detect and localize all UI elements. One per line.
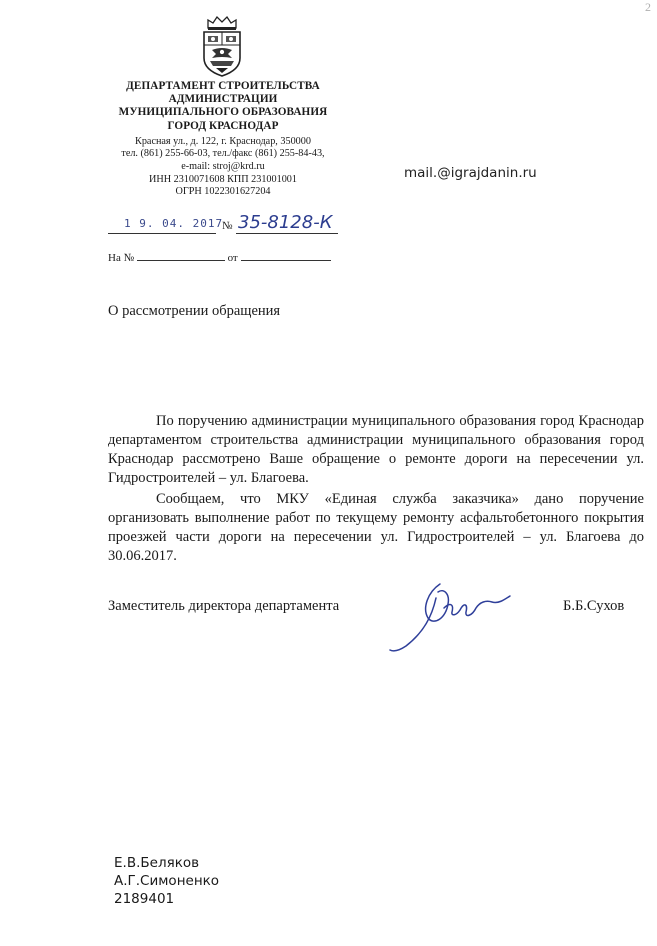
registration-number: 35-8128-К <box>238 212 333 233</box>
reference-no-label: На № <box>108 252 135 264</box>
body-paragraph: По поручению администрации муниципального образования город Краснодар департаментом строительства администрации муниципального образования город Краснодар рассмотрено Ваше обращение о ремонте дороги на пересечении ул. Гидростроителей – ул. Благоева. <box>108 413 644 486</box>
date-underline <box>108 233 216 234</box>
registration-line <box>108 212 338 237</box>
number-sign: № <box>222 220 233 232</box>
signatory-name: Б.Б.Сухов <box>563 598 625 614</box>
dept-line: ДЕПАРТАМЕНТ СТРОИТЕЛЬСТВА <box>126 80 320 92</box>
department-title <box>108 80 338 133</box>
inn-line: ИНН 2310071608 КПП 231001001 <box>148 173 297 185</box>
coat-of-arms-icon <box>198 14 246 78</box>
letter-body <box>108 412 644 566</box>
phone-line: тел. (861) 255-66-03, тел./факс (861) 255-84-43, <box>121 148 325 160</box>
handwritten-signature-icon <box>388 578 514 656</box>
email-line: e-mail: stroj@krd.ru <box>181 161 265 172</box>
registration-date-stamp: 1 9. 04. 2017 <box>124 217 224 230</box>
dept-line: АДМИНИСТРАЦИИ <box>168 93 278 106</box>
address-line: Красная ул., д. 122, г. Краснодар, 350000 <box>135 135 311 147</box>
page-corner-mark: 2 <box>645 0 651 14</box>
reference-from-blank <box>241 252 331 261</box>
letter-subject: О рассмотрении обращения <box>108 303 281 319</box>
reference-no-blank <box>137 252 225 261</box>
dept-line: МУНИЦИПАЛЬНОГО ОБРАЗОВАНИЯ <box>118 106 328 119</box>
reference-line <box>108 252 331 264</box>
number-underline <box>236 233 338 234</box>
ogrn-line: ОГРН 1022301627204 <box>175 186 271 198</box>
reference-from-label: от <box>227 252 238 264</box>
dept-line: ГОРОД КРАСНОДАР <box>167 119 279 132</box>
department-address <box>108 136 338 199</box>
executors-footer <box>114 854 219 908</box>
body-paragraph: Сообщаем, что МКУ «Единая служба заказчика» дано поручение организовать выполнение работ по текущему ремонту асфальтобетонного покрытия проезжей части дороги на пересечении ул. Гидростроителей – ул. Благоева до 30.06.2017. <box>108 491 644 564</box>
executor-phone: 2189401 <box>114 891 175 907</box>
department-header <box>108 80 338 199</box>
executor-name: А.Г.Симоненко <box>114 873 220 889</box>
recipient-email: mail.@igrajdanin.ru <box>404 165 537 181</box>
executor-name: Е.В.Беляков <box>114 855 200 871</box>
signatory-role: Заместитель директора департамента <box>108 598 340 614</box>
